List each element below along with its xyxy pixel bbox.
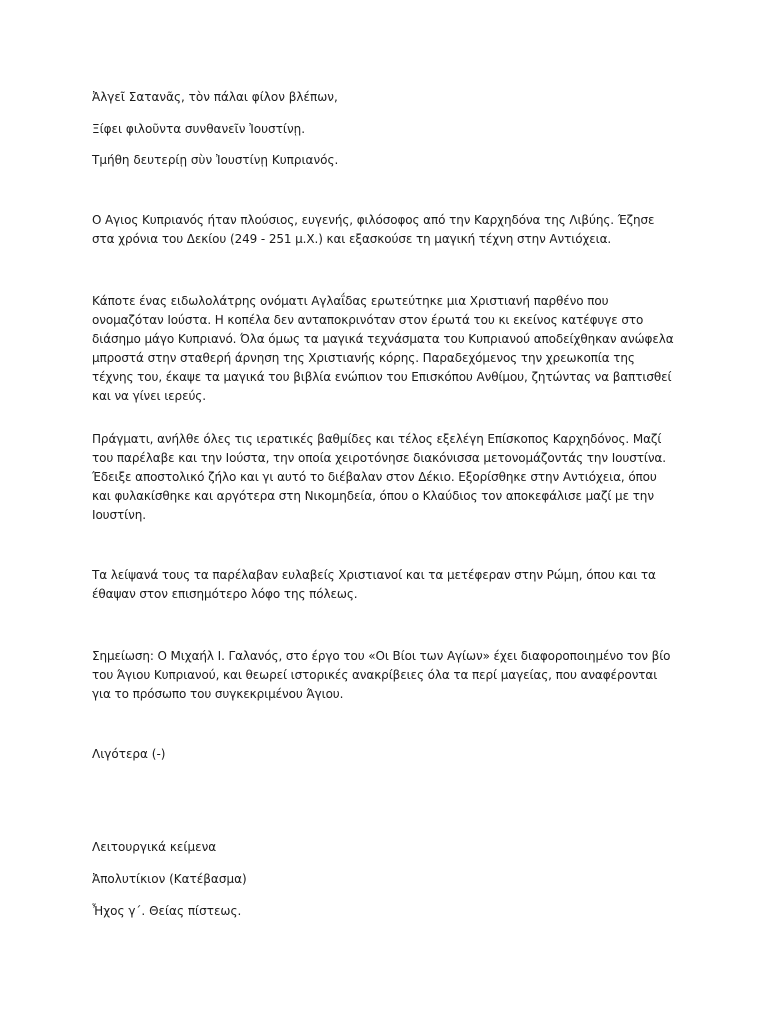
liturgical-heading: Λειτουργικά κείμενα [92,840,217,854]
bishop-paragraph: Πράγματι, ανήλθε όλες τις ιερατικές βαθμίδες και τέλος εξελέγη Επίσκοπος Καρχηδόνος. Μαζί του παρέλαβε και την Ιούστα, την οποία χειροτόνησε διακόνισσα μετονομάζοντάς την Ιουστίνα. Έδειξε αποστολικό ζήλο και γι αυτό το διέβαλαν στον Δέκιο. Εξορίσθηκε στην Αντιόχεια, όπου και φυλακίσθηκε και αργότερα στη Νικομηδεία, όπου ο Κλαύδιος τον αποκεφάλισε μαζί με την Ιουστίνη. [92,432,666,522]
justina-paragraph: Κάποτε ένας ειδωλολάτρης ονόματι Αγλαΐδας ερωτεύτηκε μια Χριστιανή παρθένο που ονομαζόταν Ιούστα. Η κοπέλα δεν ανταποκρινόταν στον έρωτά του κι εκείνος κατέφυγε στο διάσημο μάγο Κυπριανό. Όλα όμως τα μαγικά τεχνάσματα του Κυπριανού αποδείχθηκαν ανώφελα μπροστά στην σταθερή άρνηση της Χριστιανής κόρης. Παραδεχόμενος την χρεωκοπία της τέχνης του, έκαψε τα μαγικά του βιβλία ενώπιον του Επισκόπου Ανθίμου, ζητώντας να βαπτισθεί και να γίνει ιερεύς. [92,294,674,403]
verse-line-1: Ἀλγεῖ Σατανᾶς, τὸν πάλαι φίλον βλέπων, [92,90,338,104]
verse-line-2: Ξίφει φιλοῦντα συνθανεῖν Ἰουστίνῃ. [92,122,306,136]
note-paragraph: Σημείωση: Ο Μιχαήλ Ι. Γαλανός, στο έργο του «Οι Βίοι των Αγίων» έχει διαφοροποιημένο τον βίο του Άγιου Κυπριανού, και θεωρεί ιστορικές ανακρίβειες όλα τα περί μαγείας, που αναφέρονται για το πρόσωπο του συγκεκριμένου Άγιου. [92,649,671,701]
apolytikion-title: Ἀπολυτίκιον (Κατέβασμα) [92,872,247,886]
less-link[interactable]: Λιγότερα (-) [92,747,166,761]
relics-paragraph: Τα λείψανά τους τα παρέλαβαν ευλαβείς Χριστιανοί και τα μετέφεραν στην Ρώμη, όπου και τα έθαψαν στον επισημότερο λόφο της πόλεως. [92,568,656,601]
tone-line: Ἦχος γ΄. Θείας πίστεως. [92,904,242,918]
verse-line-3: Τμήθη δευτερίῃ σὺν Ἰουστίνῃ Κυπριανός. [92,153,339,167]
intro-paragraph: Ο Αγιος Κυπριανός ήταν πλούσιος, ευγενής, φιλόσοφος από την Καρχηδόνα της Λιβύης. Έζησε στα χρόνια του Δεκίου (249 - 251 μ.Χ.) και εξασκούσε τη μαγική τέχνη στην Αντιόχεια. [92,213,655,246]
